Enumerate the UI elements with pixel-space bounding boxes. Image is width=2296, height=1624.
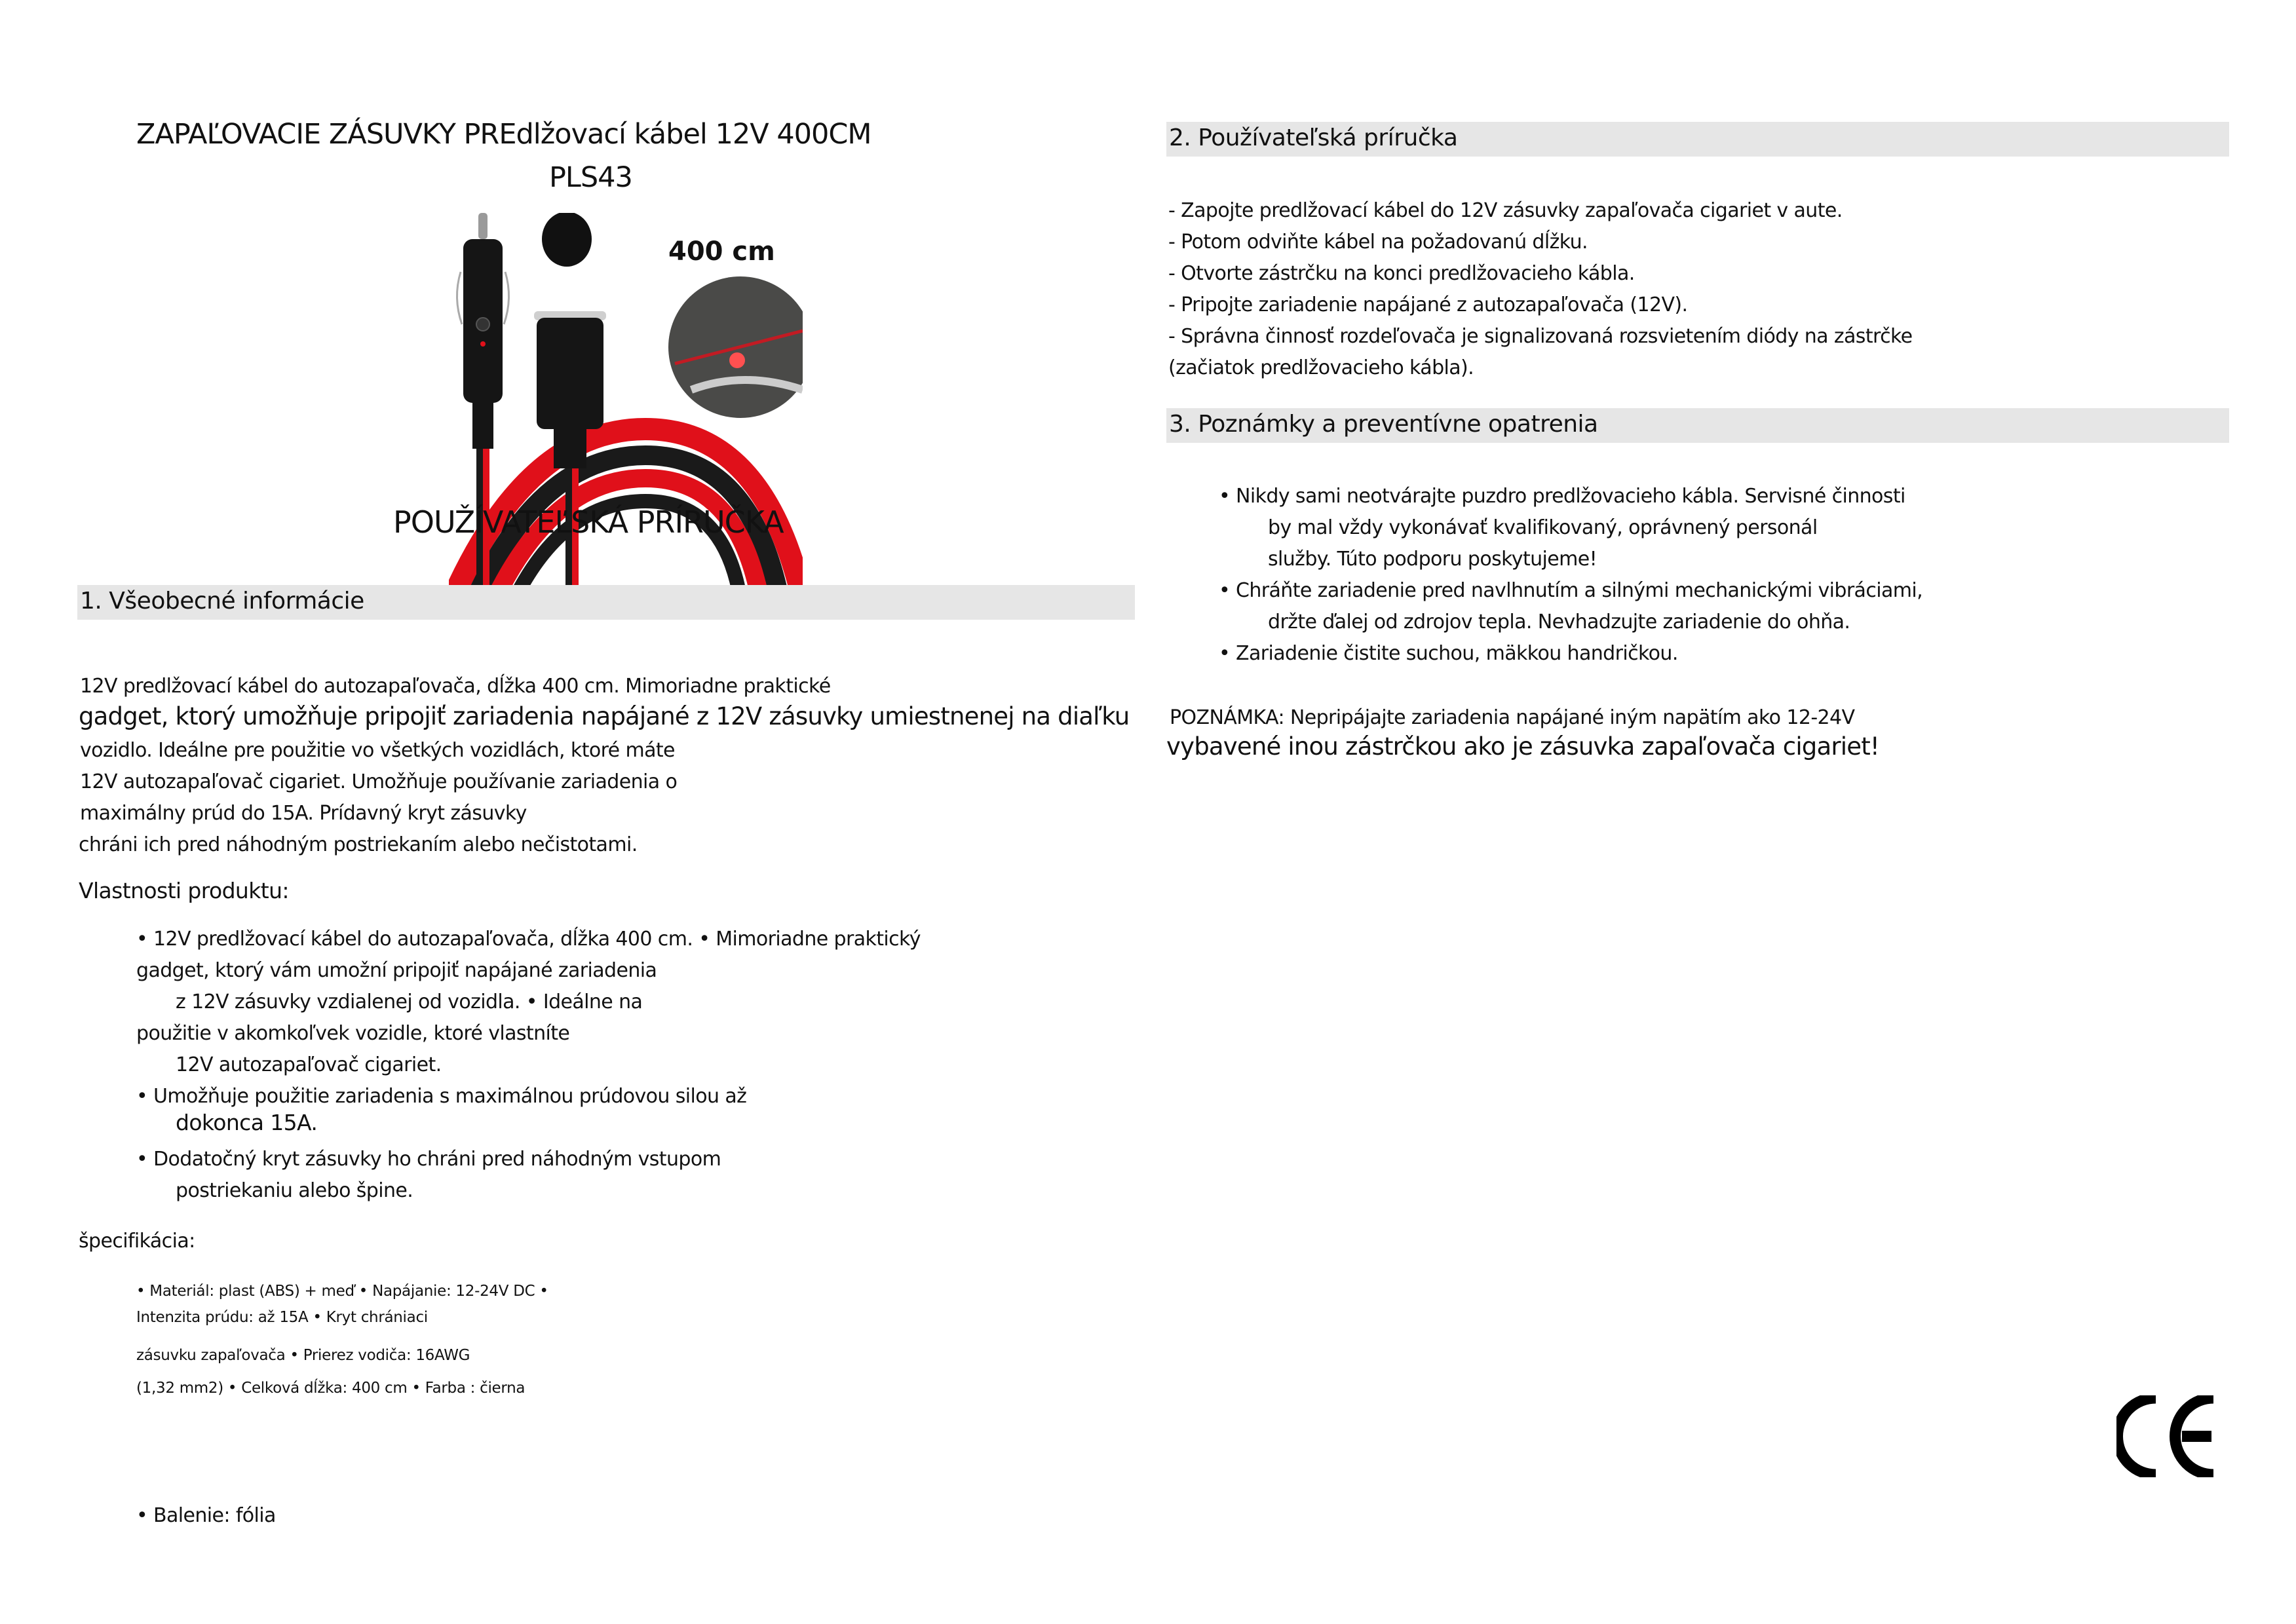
- feature-line: použitie v akomkoľvek vozidle, ktoré vlastníte: [136, 1022, 570, 1045]
- spec-line: Intenzita prúdu: až 15A • Kryt chrániaci: [136, 1309, 428, 1326]
- note-line: by mal vždy vykonávať kvalifikovaný, oprávnený personál: [1268, 516, 1818, 539]
- intro-line: 12V autozapaľovač cigariet. Umožňuje používanie zariadenia o: [80, 770, 678, 793]
- features-heading: Vlastnosti produktu:: [79, 878, 289, 903]
- spec-line: zásuvku zapaľovača • Prierez vodiča: 16AWG: [136, 1347, 470, 1364]
- product-code: PLS43: [549, 161, 632, 194]
- cable-illustration: [449, 213, 803, 599]
- packaging-line: • Balenie: fólia: [136, 1504, 276, 1527]
- feature-line: 12V autozapaľovač cigariet.: [176, 1053, 442, 1076]
- spec-line: • Materiál: plast (ABS) + meď • Napájanie: 12-24V DC •: [136, 1283, 548, 1300]
- intro-line: 12V predlžovací kábel do autozapaľovača, dĺžka 400 cm. Mimoriadne praktické: [80, 675, 831, 698]
- note-line: služby. Túto podporu poskytujeme!: [1268, 548, 1598, 571]
- section-1-heading: 1. Všeobecné informácie: [80, 588, 364, 614]
- note-line: • Nikdy sami neotvárajte puzdro predlžovacieho kábla. Servisné činnosti: [1219, 485, 1905, 508]
- manual-heading: POUŽÍVATEĽSKÁ PRÍRUČKA: [393, 504, 784, 540]
- length-label: 400 cm: [668, 236, 775, 267]
- plug-tip-icon: [478, 213, 488, 239]
- note-line: • Zariadenie čistite suchou, mäkkou handričkou.: [1219, 642, 1678, 665]
- warning-note: POZNÁMKA: Nepripájajte zariadenia napájané iným napätím ako 12-24V: [1170, 706, 1855, 729]
- feature-line: • 12V predlžovací kábel do autozapaľovača, dĺžka 400 cm. • Mimoriadne praktický: [136, 928, 921, 951]
- section-2-heading-bar: [1166, 122, 2229, 157]
- section-3-heading: 3. Poznámky a preventívne opatrenia: [1169, 411, 1598, 438]
- feature-line: z 12V zásuvky vzdialenej od vozidla. • Ideálne na: [176, 991, 643, 1013]
- cigarette-socket-icon: [537, 318, 603, 429]
- instruction-line: - Správna činnosť rozdeľovača je signalizovaná rozsvietením diódy na zástrčke: [1168, 325, 1913, 348]
- section-2-heading: 2. Používateľská príručka: [1169, 124, 1458, 151]
- ce-mark-icon: [2116, 1395, 2215, 1477]
- document-title: ZAPAĽOVACIE ZÁSUVKY PREdlžovací kábel 12V 400CM: [136, 118, 871, 151]
- instruction-line: - Zapojte predlžovací kábel do 12V zásuvky zapaľovača cigariet v aute.: [1168, 199, 1843, 222]
- feature-line: dokonca 15A.: [176, 1110, 318, 1135]
- socket-cap-icon: [542, 213, 592, 267]
- instruction-line: - Potom odviňte kábel na požadovanú dĺžku.: [1168, 231, 1588, 254]
- instruction-line: (začiatok predlžovacieho kábla).: [1168, 356, 1474, 379]
- note-line: držte ďalej od zdrojov tepla. Nevhadzujte zariadenie do ohňa.: [1268, 611, 1850, 633]
- feature-line: • Dodatočný kryt zásuvky ho chráni pred náhodným vstupom: [136, 1148, 721, 1171]
- section-3-heading-bar: [1166, 408, 2229, 443]
- instruction-line: - Otvorte zástrčku na konci predlžovacieho kábla.: [1168, 262, 1635, 285]
- note-line: • Chráňte zariadenie pred navlhnutím a silnými mechanickými vibráciami,: [1219, 579, 1923, 602]
- intro-line: vozidlo. Ideálne pre použitie vo všetkých vozidlách, ktoré máte: [80, 739, 675, 762]
- spec-heading: špecifikácia:: [79, 1230, 195, 1253]
- intro-line: chráni ich pred náhodným postriekaním alebo nečistotami.: [79, 833, 638, 856]
- warning-note: vybavené inou zástrčkou ako je zásuvka zapaľovača cigariet!: [1166, 732, 1879, 761]
- intro-line: gadget, ktorý umožňuje pripojiť zariadenia napájané z 12V zásuvky umiestnenej na diaľku: [79, 702, 1130, 730]
- instruction-line: - Pripojte zariadenie napájané z autozapaľovača (12V).: [1168, 293, 1688, 316]
- spec-line: (1,32 mm2) • Celková dĺžka: 400 cm • Farba : čierna: [136, 1380, 526, 1397]
- feature-line: postriekaniu alebo špine.: [176, 1179, 413, 1202]
- section-1-heading-bar: [77, 585, 1135, 620]
- feature-line: gadget, ktorý vám umožní pripojiť napájané zariadenia: [136, 959, 657, 982]
- feature-line: • Umožňuje použitie zariadenia s maximálnou prúdovou silou až: [136, 1085, 747, 1108]
- intro-line: maximálny prúd do 15A. Prídavný kryt zásuvky: [80, 802, 527, 825]
- product-photo: [449, 213, 803, 599]
